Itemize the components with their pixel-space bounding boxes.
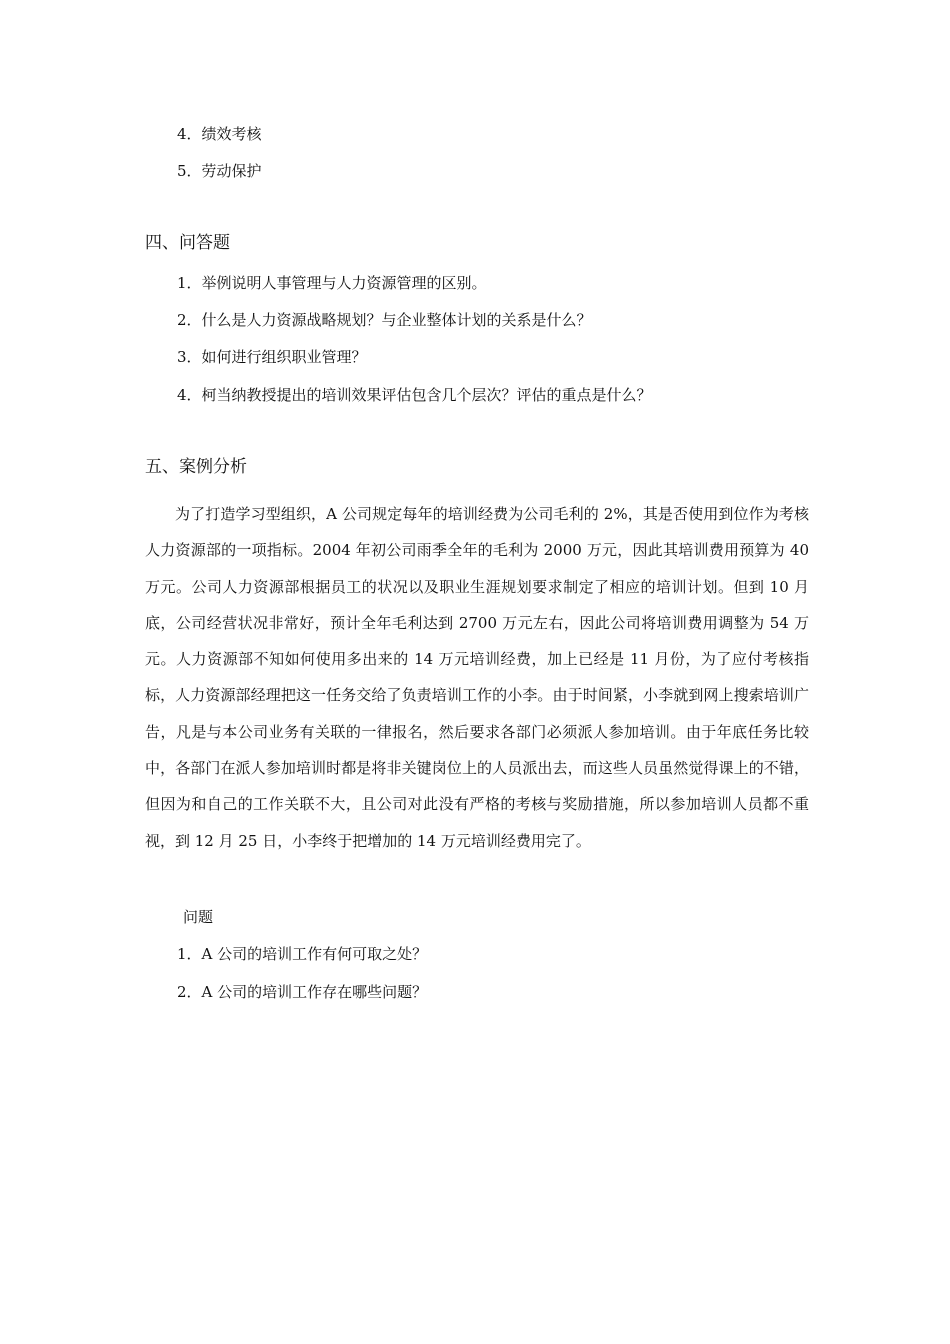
section-heading-case-analysis: 五、案例分析: [145, 457, 247, 477]
qa-question-1: 1．举例说明人事管理与人力资源管理的区别。: [177, 274, 487, 292]
section-heading-qa: 四、问答题: [145, 233, 230, 253]
list-item-labor-protection: 5．劳动保护: [177, 162, 262, 180]
case-paragraph: 为了打造学习型组织，A 公司规定每年的培训经费为公司毛利的 2%，其是否使用到位作为考核人力资源部的一项指标。2004 年初公司雨季全年的毛利为 2000 万元，因此其培训费用预算为 40 万元。公司人力资源部根据员工的状况以及职业生涯规划要求制定了相应的培训计划。但到 10 月底，公司经营状况非常好，预计全年毛利达到 2700 万元左右，因此公司将培训费用调整为 54 万元。人力资源部不知如何使用多出来的 14 万元培训经费，加上已经是 11 月份，为了应付考核指标，人力资源部经理把这一任务交给了负责培训工作的小李。由于时间紧，小李就到网上搜索培训广告，凡是与本公司业务有关联的一律报名，然后要求各部门必须派人参加培训。由于年底任务比较中，各部门在派人参加培训时都是将非关键岗位上的人员派出去，而这些人员虽然觉得课上的不错，但因为和自己的工作关联不大，且公司对此没有严格的考核与奖励措施，所以参加培训人员都不重视，到 12 月 25 日，小李终于把增加的 14 万元培训经费用完了。: [145, 505, 809, 850]
case-question-2: 2．A 公司的培训工作存在哪些问题？: [177, 983, 428, 1001]
list-item-performance-appraisal: 4．绩效考核: [177, 125, 262, 143]
qa-question-3: 3．如何进行组织职业管理？: [177, 348, 367, 366]
case-questions-label: 问题: [183, 908, 214, 926]
qa-question-2: 2．什么是人力资源战略规划？与企业整体计划的关系是什么？: [177, 311, 592, 329]
case-question-1: 1．A 公司的培训工作有何可取之处？: [177, 945, 428, 963]
qa-question-4: 4．柯当纳教授提出的培训效果评估包含几个层次？评估的重点是什么？: [177, 386, 652, 404]
